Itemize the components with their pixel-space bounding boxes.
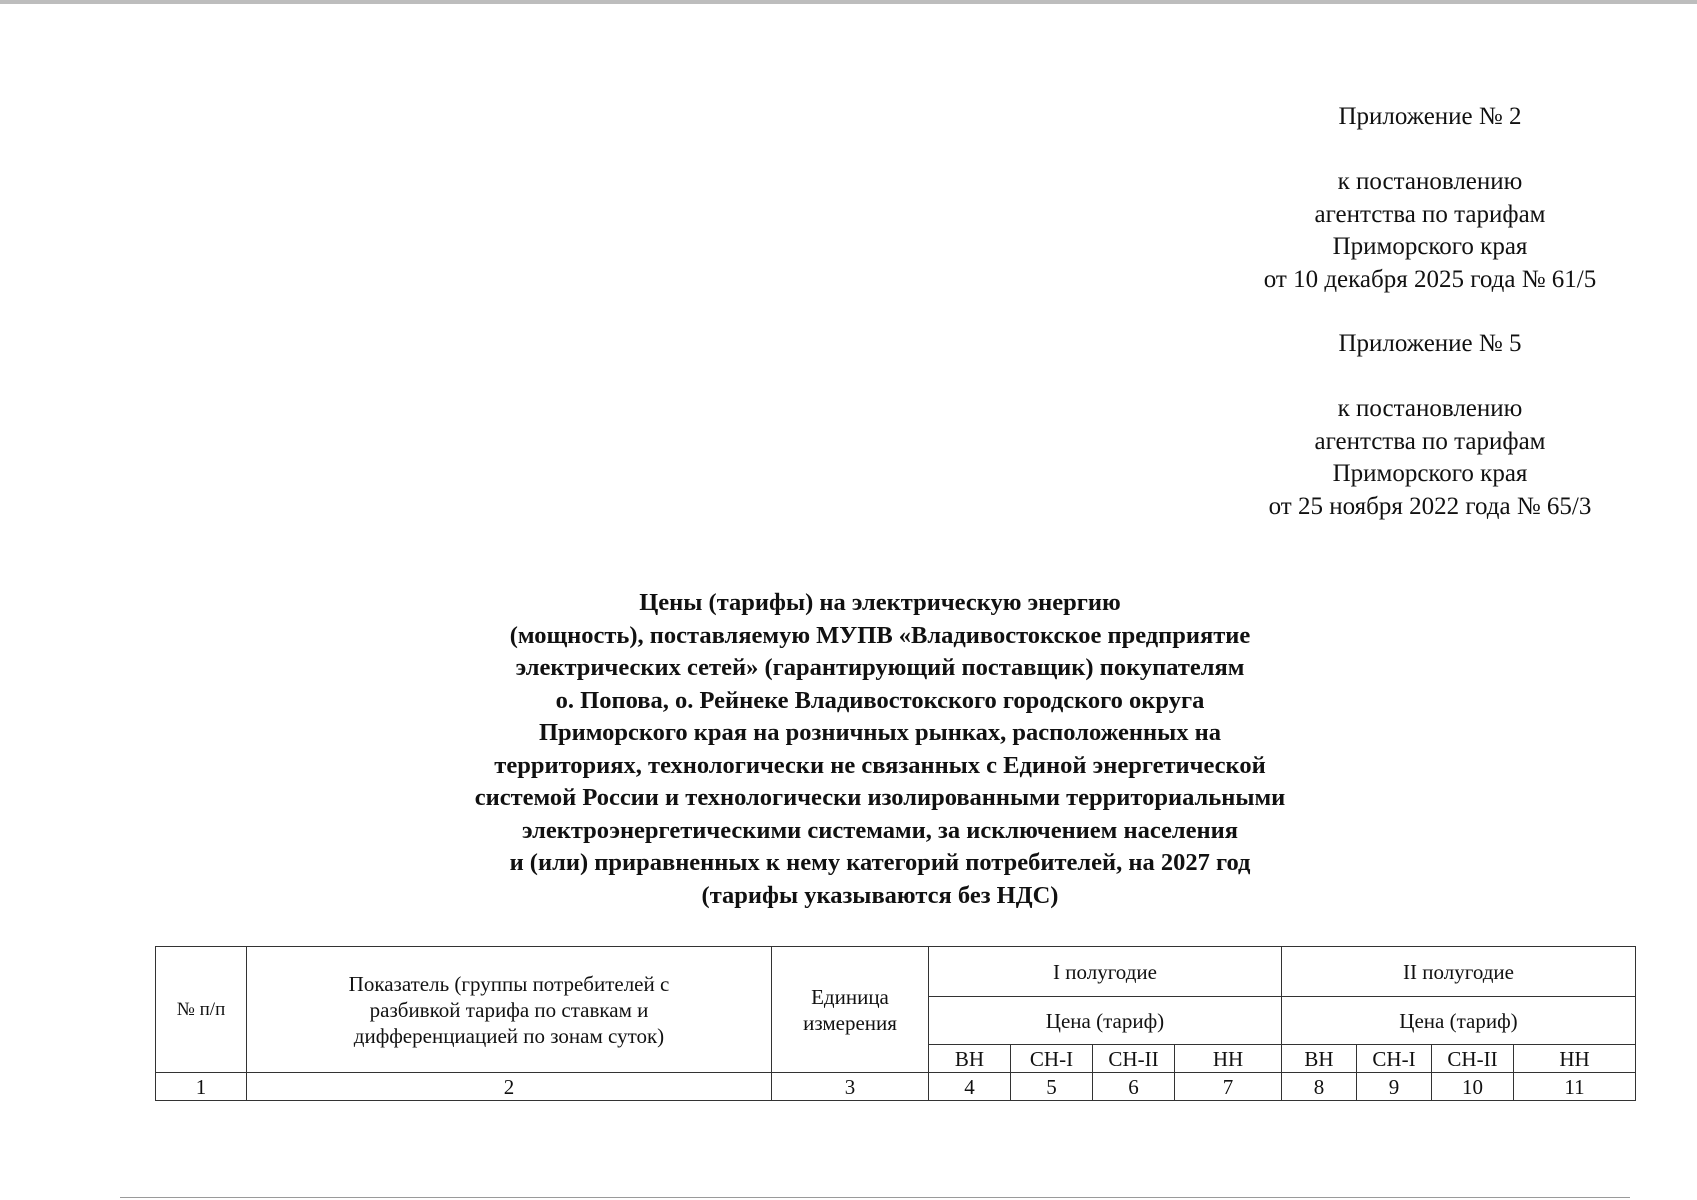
- appendix-1-line-1: к постановлению: [1337, 168, 1523, 195]
- appendix-2-line-4: от 25 ноября 2022 года № 65/3: [1268, 492, 1592, 520]
- column-number-cell: 4: [929, 1073, 1011, 1101]
- voltage-level-cell: СН-I: [1357, 1045, 1432, 1073]
- column-number-cell: 7: [1175, 1073, 1282, 1101]
- column-number-cell: 6: [1093, 1073, 1175, 1101]
- voltage-level-cell: СН-II: [1432, 1045, 1514, 1073]
- header-number: № п/п: [156, 947, 247, 1073]
- header-price-1: Цена (тариф): [929, 997, 1282, 1045]
- appendix-2-line-2: агентства по тарифам: [1314, 427, 1546, 455]
- column-number-cell: 11: [1514, 1073, 1636, 1101]
- title-line: электроэнергетическими системами, за исключением населения: [521, 816, 1239, 844]
- column-number-cell: 8: [1282, 1073, 1357, 1101]
- spacer: [1170, 361, 1690, 394]
- voltage-level-cell: СН-I: [1011, 1045, 1093, 1073]
- title-line: электрических сетей» (гарантирующий поставщик) покупателям: [515, 654, 1245, 681]
- title-line: системой России и технологически изолированными территориальными: [474, 784, 1286, 811]
- tariff-table: [155, 946, 1636, 1101]
- title-line: (тарифы указываются без НДС): [701, 881, 1059, 909]
- column-number-cell: 10: [1432, 1073, 1514, 1101]
- title-line: территориях, технологически не связанных с Единой энергетической: [494, 751, 1266, 779]
- appendix-2-title: Приложение № 5: [1338, 330, 1522, 357]
- appendix-2-line-1: к постановлению: [1337, 395, 1523, 422]
- appendix-block-2: [1170, 328, 1690, 523]
- title-line: о. Попова, о. Рейнеке Владивостокского городского округа: [555, 686, 1205, 714]
- title-line: Цены (тарифы) на электрическую энергию: [639, 589, 1121, 616]
- title-line: и (или) приравненных к нему категорий потребителей, на 2027 год: [509, 849, 1251, 876]
- appendix-block-1: [1170, 101, 1690, 296]
- spacer: [1170, 134, 1690, 167]
- voltage-level-cell: НН: [1514, 1045, 1636, 1073]
- voltage-level-cell: ВН: [1282, 1045, 1357, 1073]
- header-unit: Единица измерения: [772, 947, 929, 1073]
- header-price-2: Цена (тариф): [1282, 997, 1636, 1045]
- column-number-cell: 5: [1011, 1073, 1093, 1101]
- header-half-2: II полугодие: [1282, 947, 1636, 997]
- header-half-1: I полугодие: [929, 947, 1282, 997]
- voltage-level-cell: ВН: [929, 1045, 1011, 1073]
- bottom-border: [120, 1197, 1630, 1198]
- title-line: Приморского края на розничных рынках, расположенных на: [538, 719, 1222, 746]
- column-number-cell: 1: [156, 1073, 247, 1101]
- title-line: (мощность), поставляемую МУПВ «Владивостокское предприятие: [509, 621, 1251, 649]
- column-number-cell: 2: [247, 1073, 772, 1101]
- column-number-cell: 9: [1357, 1073, 1432, 1101]
- appendix-1-line-3: Приморского края: [1332, 233, 1528, 260]
- header-indicator: Показатель (группы потребителей с разбивкой тарифа по ставкам и дифференциацией по зонам суток): [247, 947, 772, 1073]
- top-border: [0, 0, 1697, 4]
- voltage-level-cell: НН: [1175, 1045, 1282, 1073]
- appendix-2-line-3: Приморского края: [1332, 460, 1528, 487]
- document-title: [0, 587, 1697, 912]
- appendix-1-line-4: от 10 декабря 2025 года № 61/5: [1263, 265, 1597, 293]
- appendix-1-line-2: агентства по тарифам: [1314, 200, 1546, 228]
- appendix-1-title: Приложение № 2: [1338, 103, 1522, 130]
- column-number-cell: 3: [772, 1073, 929, 1101]
- voltage-level-cell: СН-II: [1093, 1045, 1175, 1073]
